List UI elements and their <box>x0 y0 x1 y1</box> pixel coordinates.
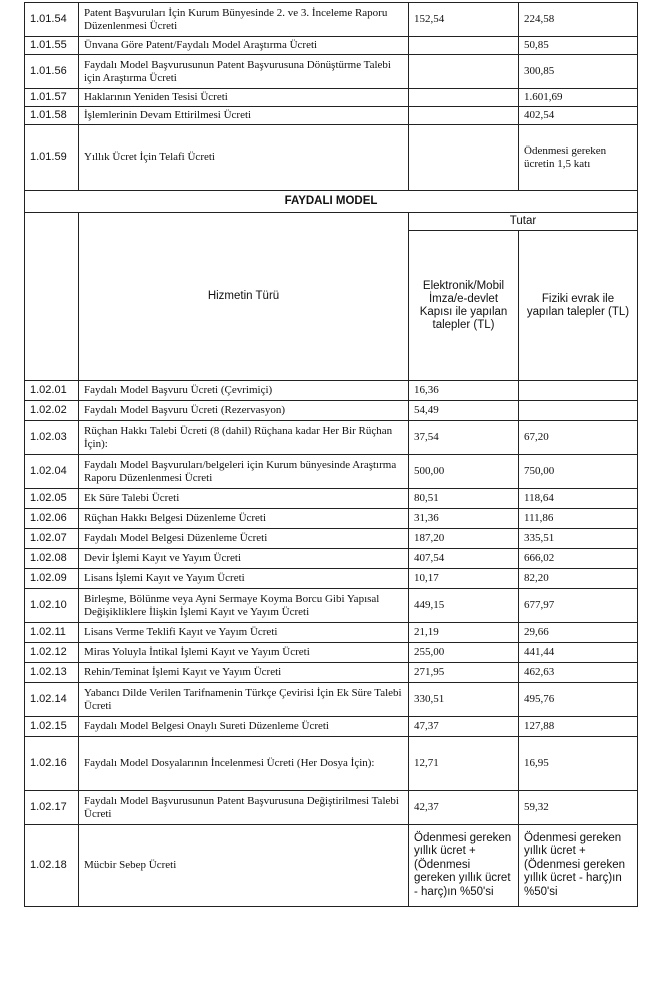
cell-physical: 82,20 <box>519 569 638 589</box>
table-row <box>25 643 638 663</box>
cell-service: Birleşme, Bölünme veya Ayni Sermaye Koyma Borcu Gibi Yapısal Değişikliklere İlişkin İşlemi Kayıt ve Yayım Ücreti <box>79 589 409 623</box>
cell-code: 1.02.15 <box>25 717 79 737</box>
cell-electronic: 37,54 <box>409 421 519 455</box>
cell-service: Ünvana Göre Patent/Faydalı Model Araştırma Ücreti <box>79 37 409 55</box>
cell-service: Rehin/Teminat İşlemi Kayıt ve Yayım Ücreti <box>79 663 409 683</box>
header-physical: Fiziki evrak ile yapılan talepler (TL) <box>519 231 638 381</box>
cell-electronic: 80,51 <box>409 489 519 509</box>
cell-code: 1.02.16 <box>25 737 79 791</box>
cell-code: 1.02.07 <box>25 529 79 549</box>
cell-electronic: 12,71 <box>409 737 519 791</box>
cell-service: Faydalı Model Başvuru Ücreti (Rezervasyon) <box>79 401 409 421</box>
table-row <box>25 55 638 89</box>
cell-service: Haklarının Yeniden Tesisi Ücreti <box>79 89 409 107</box>
cell-service: İşlemlerinin Devam Ettirilmesi Ücreti <box>79 107 409 125</box>
cell-service: Faydalı Model Belgesi Onaylı Sureti Düzenleme Ücreti <box>79 717 409 737</box>
cell-code: 1.02.03 <box>25 421 79 455</box>
cell-service: Faydalı Model Başvuru Ücreti (Çevrimiçi) <box>79 381 409 401</box>
table-row <box>25 683 638 717</box>
cell-service: Devir İşlemi Kayıt ve Yayım Ücreti <box>79 549 409 569</box>
header-service-type: Hizmetin Türü <box>79 213 409 381</box>
header-code-cell <box>25 213 79 381</box>
table-row <box>25 717 638 737</box>
cell-code: 1.01.54 <box>25 3 79 37</box>
cell-electronic <box>409 37 519 55</box>
table-row <box>25 89 638 107</box>
table-row <box>25 791 638 825</box>
cell-code: 1.02.12 <box>25 643 79 663</box>
cell-code: 1.02.17 <box>25 791 79 825</box>
cell-electronic <box>409 55 519 89</box>
cell-physical <box>519 381 638 401</box>
cell-electronic: 255,00 <box>409 643 519 663</box>
table-row <box>25 37 638 55</box>
table-row <box>25 381 638 401</box>
cell-physical: 224,58 <box>519 3 638 37</box>
cell-electronic <box>409 107 519 125</box>
cell-physical: 50,85 <box>519 37 638 55</box>
cell-physical: 335,51 <box>519 529 638 549</box>
table-row <box>25 825 638 907</box>
cell-electronic: 21,19 <box>409 623 519 643</box>
table-row <box>25 3 638 37</box>
table-row <box>25 421 638 455</box>
cell-physical: 441,44 <box>519 643 638 663</box>
patent-fee-rows <box>25 3 638 191</box>
cell-service: Mücbir Sebep Ücreti <box>79 825 409 907</box>
cell-service: Faydalı Model Başvuruları/belgeleri için Kurum bünyesinde Araştırma Raporu Düzenlenmesi Ücreti <box>79 455 409 489</box>
cell-electronic: 10,17 <box>409 569 519 589</box>
section-title: FAYDALI MODEL <box>25 191 638 213</box>
cell-service: Patent Başvuruları İçin Kurum Bünyesinde 2. ve 3. İnceleme Raporu Düzenlenmesi Ücreti <box>79 3 409 37</box>
cell-code: 1.02.10 <box>25 589 79 623</box>
cell-service: Rüçhan Hakkı Talebi Ücreti (8 (dahil) Rüçhana kadar Her Bir Rüçhan İçin): <box>79 421 409 455</box>
cell-electronic: Ödenmesi gereken yıllık ücret + (Ödenmesi gereken yıllık ücret - harç)ın %50'si <box>409 825 519 907</box>
table-row <box>25 737 638 791</box>
cell-physical <box>519 401 638 421</box>
cell-service: Faydalı Model Dosyalarının İncelenmesi Ücreti (Her Dosya İçin): <box>79 737 409 791</box>
cell-service: Ek Süre Talebi Ücreti <box>79 489 409 509</box>
cell-physical: 666,02 <box>519 549 638 569</box>
cell-physical: 59,32 <box>519 791 638 825</box>
cell-physical: 462,63 <box>519 663 638 683</box>
cell-electronic: 16,36 <box>409 381 519 401</box>
cell-service: Faydalı Model Belgesi Düzenleme Ücreti <box>79 529 409 549</box>
table-row <box>25 663 638 683</box>
cell-electronic: 330,51 <box>409 683 519 717</box>
cell-physical: 750,00 <box>519 455 638 489</box>
table-row <box>25 623 638 643</box>
cell-code: 1.01.58 <box>25 107 79 125</box>
cell-electronic: 500,00 <box>409 455 519 489</box>
cell-service: Rüçhan Hakkı Belgesi Düzenleme Ücreti <box>79 509 409 529</box>
fee-table <box>24 2 638 907</box>
cell-electronic: 271,95 <box>409 663 519 683</box>
table-row <box>25 401 638 421</box>
cell-code: 1.02.14 <box>25 683 79 717</box>
cell-physical: 495,76 <box>519 683 638 717</box>
cell-electronic: 42,37 <box>409 791 519 825</box>
cell-physical: 16,95 <box>519 737 638 791</box>
section-row <box>25 191 638 213</box>
table-row <box>25 489 638 509</box>
cell-physical: 127,88 <box>519 717 638 737</box>
cell-code: 1.02.06 <box>25 509 79 529</box>
header-row-1 <box>25 213 638 231</box>
cell-physical: 677,97 <box>519 589 638 623</box>
cell-code: 1.01.59 <box>25 125 79 191</box>
cell-service: Faydalı Model Başvurusunun Patent Başvurusuna Değiştirilmesi Talebi Ücreti <box>79 791 409 825</box>
cell-service: Faydalı Model Başvurusunun Patent Başvurusuna Dönüştürme Talebi için Araştırma Ücreti <box>79 55 409 89</box>
cell-physical: Ödenmesi gereken yıllık ücret + (Ödenmesi gereken yıllık ücret - harç)ın %50'si <box>519 825 638 907</box>
cell-code: 1.02.05 <box>25 489 79 509</box>
cell-physical: 118,64 <box>519 489 638 509</box>
cell-code: 1.02.04 <box>25 455 79 489</box>
cell-electronic: 47,37 <box>409 717 519 737</box>
cell-code: 1.01.56 <box>25 55 79 89</box>
cell-physical: 67,20 <box>519 421 638 455</box>
cell-electronic <box>409 125 519 191</box>
cell-physical: 29,66 <box>519 623 638 643</box>
header-electronic: Elektronik/Mobil İmza/e-devlet Kapısı ile yapılan talepler (TL) <box>409 231 519 381</box>
cell-electronic: 152,54 <box>409 3 519 37</box>
cell-code: 1.01.55 <box>25 37 79 55</box>
table-row <box>25 125 638 191</box>
cell-code: 1.02.09 <box>25 569 79 589</box>
cell-service: Lisans Verme Teklifi Kayıt ve Yayım Ücreti <box>79 623 409 643</box>
cell-service: Miras Yoluyla İntikal İşlemi Kayıt ve Yayım Ücreti <box>79 643 409 663</box>
cell-service: Yabancı Dilde Verilen Tarifnamenin Türkçe Çevirisi İçin Ek Süre Talebi Ücreti <box>79 683 409 717</box>
cell-service: Lisans İşlemi Kayıt ve Yayım Ücreti <box>79 569 409 589</box>
cell-code: 1.02.13 <box>25 663 79 683</box>
utility-model-fee-rows <box>25 381 638 907</box>
cell-electronic: 407,54 <box>409 549 519 569</box>
table-row <box>25 455 638 489</box>
cell-physical: 402,54 <box>519 107 638 125</box>
cell-code: 1.02.18 <box>25 825 79 907</box>
table-row <box>25 529 638 549</box>
table-row <box>25 589 638 623</box>
cell-electronic: 449,15 <box>409 589 519 623</box>
cell-code: 1.02.01 <box>25 381 79 401</box>
cell-code: 1.02.08 <box>25 549 79 569</box>
cell-code: 1.02.02 <box>25 401 79 421</box>
cell-physical: 300,85 <box>519 55 638 89</box>
cell-electronic: 54,49 <box>409 401 519 421</box>
table-row <box>25 569 638 589</box>
cell-physical: 1.601,69 <box>519 89 638 107</box>
cell-code: 1.02.11 <box>25 623 79 643</box>
cell-physical: Ödenmesi gereken ücretin 1,5 katı <box>519 125 638 191</box>
cell-service: Yıllık Ücret İçin Telafi Ücreti <box>79 125 409 191</box>
cell-electronic <box>409 89 519 107</box>
cell-code: 1.01.57 <box>25 89 79 107</box>
table-row <box>25 107 638 125</box>
cell-physical: 111,86 <box>519 509 638 529</box>
table-row <box>25 509 638 529</box>
table-row <box>25 549 638 569</box>
cell-electronic: 187,20 <box>409 529 519 549</box>
cell-electronic: 31,36 <box>409 509 519 529</box>
header-amount: Tutar <box>409 213 638 231</box>
